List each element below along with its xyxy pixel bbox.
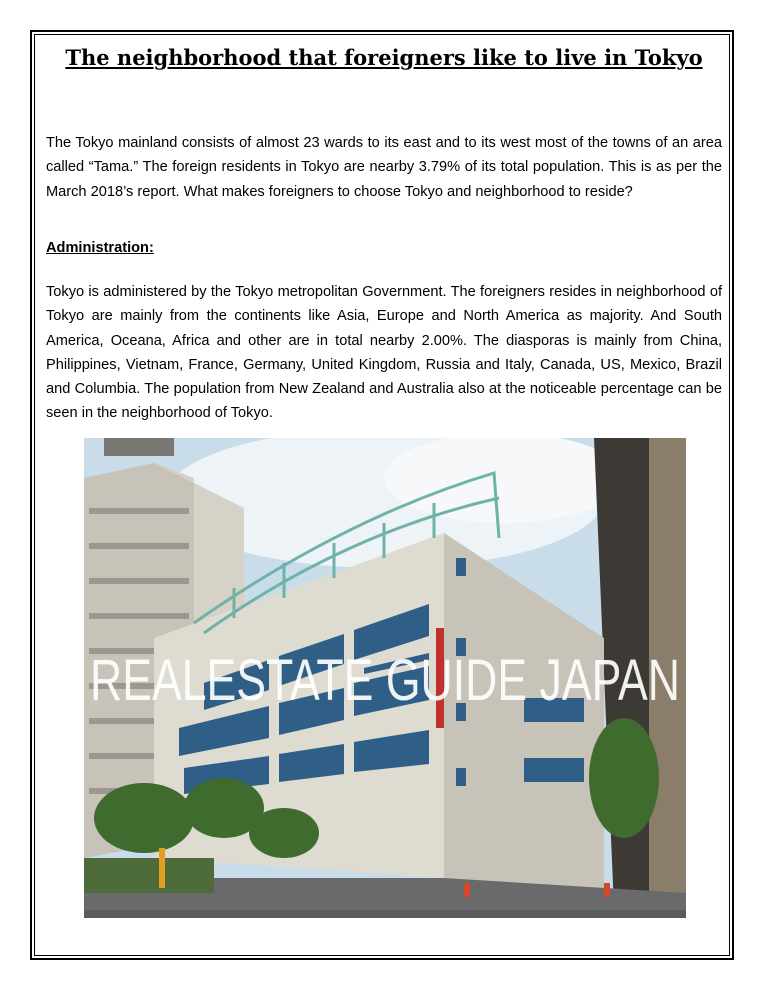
photo-illustration	[84, 438, 686, 918]
overhead-sign	[104, 438, 174, 456]
intro-paragraph: The Tokyo mainland consists of almost 23 wards to its east and to its west most of the towns of an area called “Tama.” The foreign residents in Tokyo are nearby 3.79% of its total population. This is as per the March 2018’s report. What makes foreigners to choose Tokyo and neighborhood to reside?	[46, 135, 722, 200]
document-title: The neighborhood that foreigners like to live in Tokyo	[65, 45, 703, 70]
tokyo-building-photo	[84, 438, 686, 918]
traffic-cone	[604, 883, 610, 897]
traffic-pole	[159, 848, 165, 888]
section-paragraph: Tokyo is administered by the Tokyo metropolitan Government. The foreigners resides in neighborhood of Tokyo are mainly from the continents like Asia, Europe and North America as majority. And South America, Oceana, Africa and other are in total nearby 2.00%. The diasporas is mainly from China, Philippines, Vietnam, France, Germany, United Kingdom, Russia and Italy, Canada, US, Mexico, Brazil and Columbia. The population from New Zealand and Australia also at the noticeable percentage can be seen in the neighborhood of Tokyo.	[46, 284, 722, 422]
traffic-cone	[464, 883, 470, 897]
hedge	[84, 858, 214, 893]
section-heading: Administration:	[46, 240, 154, 256]
watermark: REALESTATE GUIDE JAPAN	[90, 648, 680, 713]
